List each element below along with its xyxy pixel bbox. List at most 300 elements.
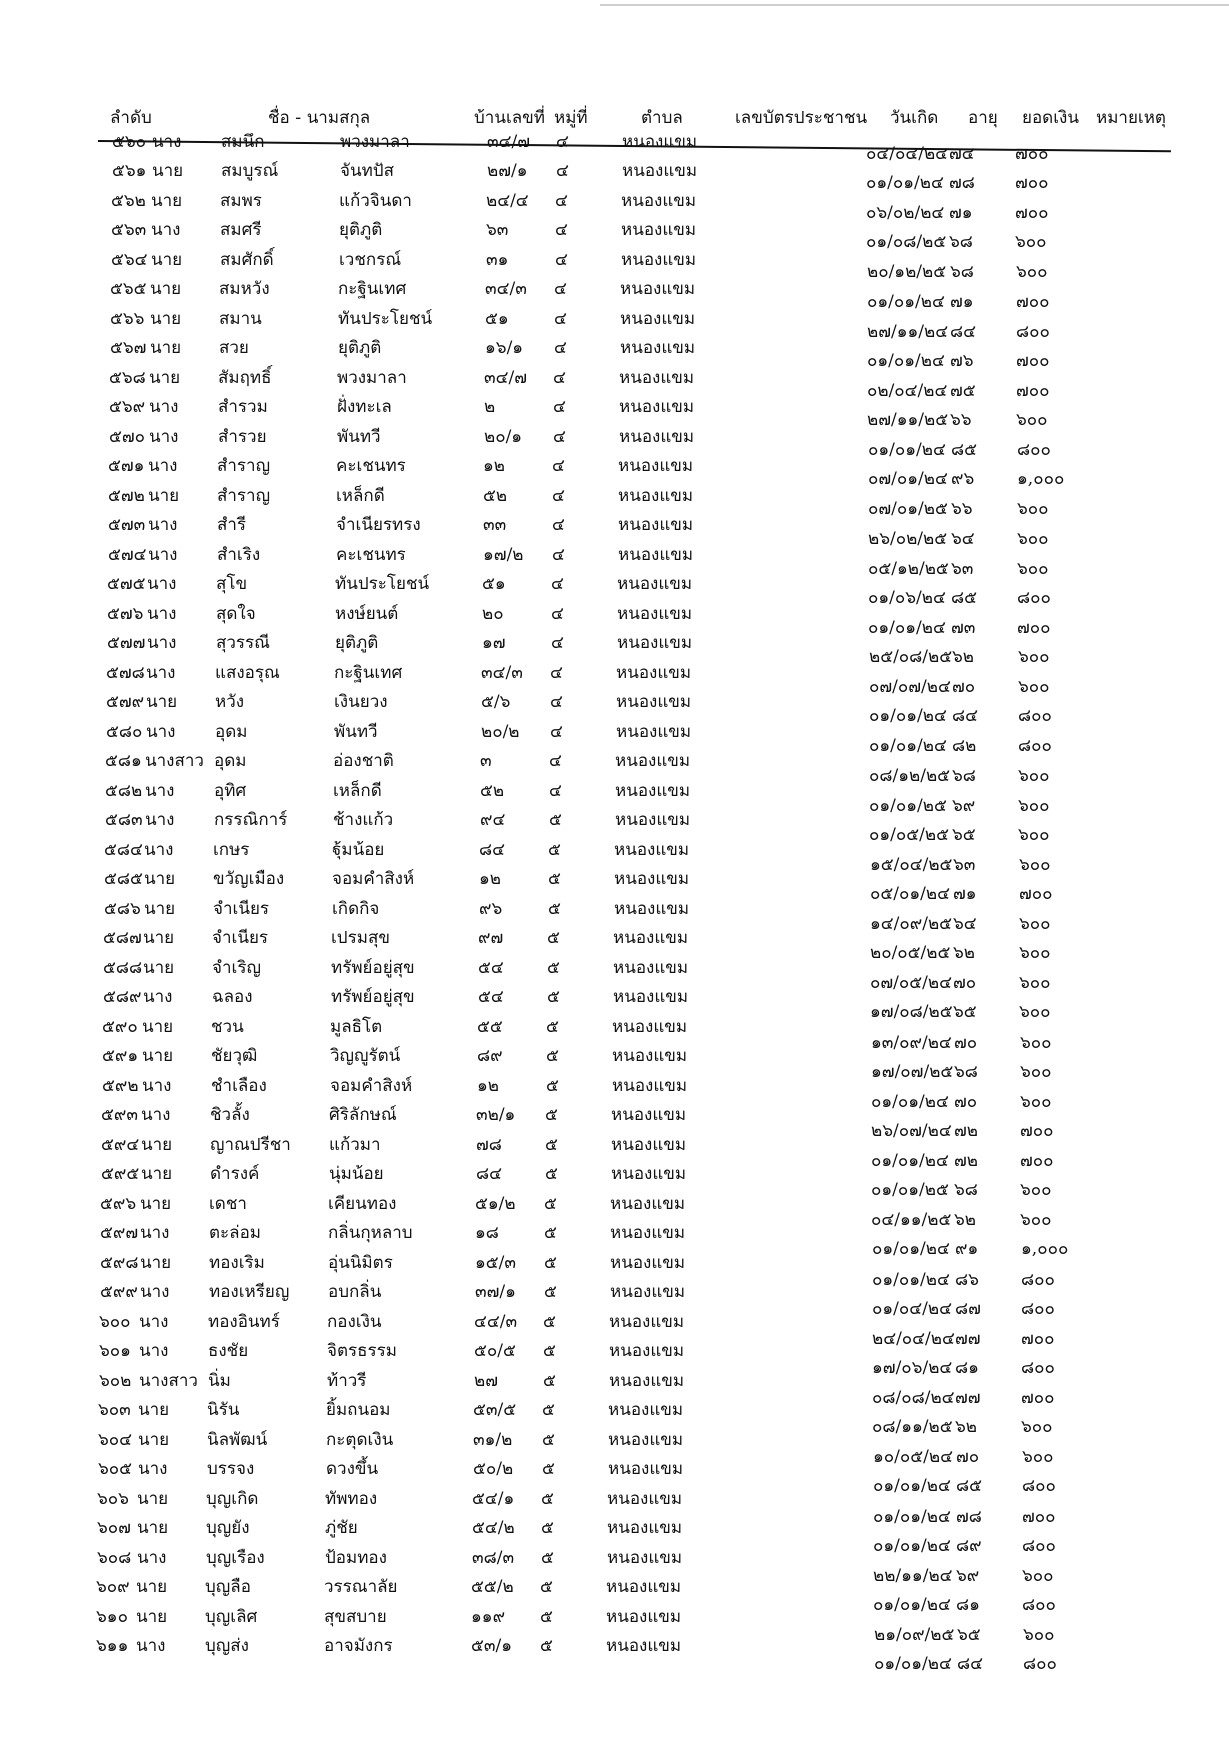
cell-moo: ๕: [547, 928, 560, 949]
table-row: [0, 718, 1229, 756]
cell-house-no: ๙๗: [478, 928, 504, 949]
cell-age: ๘๑: [956, 1595, 980, 1616]
cell-birth-date: ๐๘/๐๘/๒๔: [872, 1387, 955, 1408]
cell-tambon: หนองแขม: [606, 1606, 682, 1627]
cell-birth-date: ๐๒/๐๔/๒๔: [867, 380, 948, 401]
cell-amount: ๘๐๐: [1023, 1654, 1057, 1674]
cell-house-no: ๕๔/๑: [472, 1488, 515, 1509]
cell-first-name: สำรวย: [218, 426, 267, 447]
table-row: [0, 1013, 1229, 1053]
cell-amount: ๖๐๐: [1022, 1565, 1054, 1586]
table-row: [0, 1603, 1229, 1645]
cell-birth-date: ๑๕/๐๔/๒๕: [870, 854, 953, 875]
header-remark: หมายเหตุ: [1096, 108, 1166, 128]
cell-first-name: อุดม: [215, 721, 248, 742]
cell-seq: ๕๙๓: [101, 1105, 138, 1126]
cell-last-name: ดวงขึ้น: [326, 1459, 379, 1480]
cell-moo: ๔: [552, 485, 565, 506]
cell-amount: ๑,๐๐๐: [1017, 469, 1065, 490]
cell-house-no: ๓๑: [486, 249, 509, 270]
cell-house-no: ๑๒: [483, 456, 505, 477]
cell-amount: ๖๐๐: [1019, 972, 1051, 993]
cell-age: ๘๔: [957, 1654, 983, 1674]
header-seq: ลำดับ: [110, 108, 152, 128]
cell-seq: ๕๙๘: [100, 1252, 139, 1273]
cell-house-no: ๑๒: [479, 869, 501, 890]
cell-moo: ๕: [546, 1075, 559, 1096]
table-row: [0, 393, 1229, 431]
cell-birth-date: ๒๗/๑๑/๒๕: [867, 410, 949, 431]
cell-age: ๖๕: [953, 1002, 977, 1023]
cell-age: ๘๗: [955, 1299, 981, 1320]
cell-house-no: ๖๓: [486, 220, 509, 241]
table-row: [0, 1367, 1229, 1408]
cell-tambon: หนองแขม: [608, 1400, 684, 1421]
cell-age: ๗๘: [949, 173, 975, 194]
cell-last-name: เปรมสุข: [331, 928, 390, 949]
cell-amount: ๖๐๐: [1023, 1624, 1055, 1645]
cell-seq: ๕๗๙: [106, 692, 145, 713]
header-id-card: เลขบัตรประชาชน: [735, 108, 868, 128]
cell-seq: ๕๘๒: [105, 780, 143, 801]
cell-amount: ๗๐๐: [1020, 1121, 1054, 1142]
cell-last-name: ยุติภูติ: [339, 220, 383, 241]
cell-age: ๙๑: [955, 1239, 979, 1260]
table-row: [0, 1632, 1229, 1674]
cell-tambon: หนองแขม: [617, 633, 693, 654]
cell-house-no: ๒: [484, 397, 496, 418]
cell-first-name: บุญยัง: [206, 1518, 250, 1539]
header-birth-date: วันเกิด: [890, 108, 939, 128]
cell-first-name: เดชา: [209, 1193, 247, 1214]
cell-amount: ๗๐๐: [1015, 202, 1049, 223]
table-row: [0, 1249, 1229, 1290]
cell-moo: ๔: [555, 190, 568, 211]
cell-tambon: หนองแขม: [613, 928, 689, 949]
cell-house-no: ๓๔/๓: [485, 279, 527, 300]
cell-age: ๘๒: [952, 735, 977, 756]
cell-birth-date: ๐๑/๐๑/๒๕: [869, 795, 947, 816]
cell-house-no: ๓๔/๓: [481, 662, 523, 683]
cell-age: ๘๕: [956, 1476, 982, 1497]
cell-last-name: เหล็กดี: [333, 780, 382, 801]
cell-seq: ๕๙๕: [101, 1164, 140, 1185]
table-row: [0, 541, 1229, 579]
table-row: [0, 688, 1229, 727]
cell-amount: ๘๐๐: [1022, 1595, 1056, 1616]
cell-house-no: ๕๔: [478, 957, 504, 978]
cell-first-name: สำราญ: [217, 456, 271, 477]
cell-age: ๖๙: [956, 1565, 980, 1586]
cell-seq: ๖๐๗: [97, 1518, 131, 1539]
cell-last-name: ทันประโยชน์: [338, 308, 433, 329]
cell-amount: ๖๐๐: [1017, 558, 1049, 579]
cell-birth-date: ๒๐/๑๒/๒๕: [867, 261, 947, 282]
cell-amount: ๖๐๐: [1019, 943, 1051, 964]
cell-first-name: จำเนียร: [212, 928, 269, 949]
cell-house-no: ๘๙: [477, 1046, 503, 1067]
cell-seq: ๕๘๔: [104, 839, 143, 860]
cell-amount: ๗๐๐: [1016, 380, 1050, 401]
cell-last-name: คะเชนทร: [336, 456, 406, 477]
cell-moo: ๔: [553, 426, 566, 447]
cell-moo: ๕: [543, 1370, 556, 1391]
cell-age: ๘๕: [951, 439, 977, 460]
cell-last-name: ทรัพย์อยู่สุข: [331, 987, 415, 1008]
cell-last-name: นุ่มน้อย: [329, 1164, 384, 1185]
cell-seq: ๕๘๑: [105, 751, 142, 772]
cell-tambon: หนองแขม: [617, 603, 693, 624]
cell-tambon: หนองแขม: [618, 544, 694, 565]
cell-age: ๖๔: [953, 913, 977, 934]
cell-house-no: ๕/๖: [481, 692, 511, 713]
cell-moo: ๔: [550, 662, 563, 683]
cell-birth-date: ๐๑/๐๑/๒๔: [871, 1091, 949, 1112]
cell-amount: ๖๐๐: [1015, 232, 1047, 253]
cell-last-name: กะตุดเงิน: [326, 1429, 394, 1450]
cell-last-name: วรรณาลัย: [324, 1577, 398, 1598]
cell-moo: ๕: [549, 810, 562, 831]
cell-house-no: ๓๔/๗: [484, 367, 527, 388]
cell-seq: ๕๘๖: [104, 898, 141, 919]
cell-age: ๘๑: [955, 1358, 979, 1379]
cell-birth-date: ๐๑/๐๑/๒๔: [868, 439, 946, 460]
cell-first-name: ญาณปรีชา: [210, 1134, 291, 1155]
cell-birth-date: ๐๑/๐๑/๒๔: [873, 1506, 951, 1527]
cell-title: นาง: [141, 1105, 171, 1126]
cell-last-name: ช้างแก้ว: [333, 810, 394, 831]
cell-moo: ๔: [550, 692, 563, 713]
cell-tambon: หนองแขม: [614, 869, 690, 890]
cell-tambon: หนองแขม: [618, 485, 694, 506]
cell-first-name: สำราญ: [217, 485, 271, 506]
cell-tambon: หนองแขม: [615, 810, 691, 831]
cell-first-name: สุโข: [216, 574, 248, 595]
cell-age: ๘๙: [956, 1536, 982, 1557]
cell-moo: ๕: [548, 839, 561, 860]
cell-last-name: มูลธิโต: [330, 1016, 383, 1037]
cell-moo: ๔: [554, 338, 567, 359]
cell-tambon: หนองแขม: [607, 1518, 683, 1539]
cell-first-name: นิลพัฒน์: [207, 1429, 268, 1450]
cell-birth-date: ๐๗/๐๑/๒๕: [868, 498, 948, 519]
cell-seq: ๕๙๖: [100, 1193, 137, 1214]
table-row: [0, 865, 1229, 905]
cell-age: ๘๖: [955, 1269, 979, 1290]
cell-age: ๖๘: [949, 232, 973, 253]
cell-tambon: หนองแขม: [621, 190, 697, 211]
cell-tambon: หนองแขม: [610, 1193, 686, 1214]
cell-amount: ๖๐๐: [1018, 766, 1050, 787]
cell-title: นาง: [142, 1075, 172, 1096]
cell-seq: ๕๗๘: [106, 662, 145, 683]
cell-seq: ๖๐๕: [98, 1459, 133, 1480]
cell-moo: ๕: [545, 1105, 558, 1126]
cell-tambon: หนองแขม: [619, 367, 695, 388]
cell-amount: ๘๐๐: [1022, 1476, 1056, 1497]
cell-amount: ๖๐๐: [1017, 529, 1049, 550]
cell-birth-date: ๑๗/๐๗/๒๕: [871, 1062, 954, 1083]
table-row: [0, 983, 1229, 1023]
cell-moo: ๔: [556, 161, 569, 182]
cell-title: นาย: [143, 928, 175, 949]
cell-age: ๗๓: [951, 617, 976, 638]
cell-last-name: แก้วมา: [329, 1134, 381, 1155]
cell-moo: ๕: [544, 1252, 557, 1273]
cell-title: นางสาว: [145, 751, 204, 772]
cell-tambon: หนองแขม: [607, 1547, 683, 1568]
cell-title: นาง: [139, 1311, 169, 1332]
cell-house-no: ๕๐/๕: [474, 1341, 516, 1362]
cell-house-no: ๕๔/๒: [472, 1518, 515, 1539]
cell-last-name: กะฐินเทศ: [334, 662, 403, 683]
cell-seq: ๕๗๒: [108, 485, 145, 506]
cell-last-name: พวงมาลา: [337, 367, 407, 388]
cell-moo: ๕: [547, 957, 560, 978]
cell-birth-date: ๐๘/๑๑/๒๕: [872, 1417, 953, 1438]
cell-birth-date: ๐๑/๐๑/๒๔: [874, 1654, 952, 1674]
cell-house-no: ๕๒: [483, 485, 508, 506]
cell-birth-date: ๐๑/๐๑/๒๔: [872, 1269, 950, 1290]
cell-first-name: สมหวัง: [219, 279, 270, 300]
cell-moo: ๕: [540, 1636, 553, 1656]
table-row: [0, 246, 1229, 282]
table-row: [0, 629, 1229, 668]
cell-last-name: ยุติภูติ: [338, 338, 382, 359]
cell-birth-date: ๐๑/๐๑/๒๕: [871, 1180, 949, 1201]
cell-age: ๖๘: [950, 261, 974, 282]
cell-tambon: หนองแขม: [610, 1223, 686, 1244]
cell-title: นาย: [150, 308, 182, 329]
cell-last-name: จอมคำสิงห์: [332, 869, 415, 890]
cell-amount: ๗๐๐: [1015, 173, 1049, 194]
cell-seq: ๕๖๔: [111, 249, 148, 270]
cell-moo: ๕: [544, 1282, 557, 1303]
cell-title: นาย: [142, 1016, 174, 1037]
cell-birth-date: ๐๑/๐๔/๒๔: [872, 1299, 952, 1320]
table-row: [0, 423, 1229, 460]
cell-house-no: ๕๔: [478, 987, 504, 1008]
cell-tambon: หนองแขม: [620, 308, 696, 329]
cell-amount: ๘๐๐: [1021, 1299, 1055, 1320]
cell-title: นาย: [149, 367, 181, 388]
cell-age: ๗๒: [954, 1150, 978, 1171]
cell-age: ๖๕: [957, 1624, 981, 1645]
cell-title: นาย: [137, 1488, 169, 1509]
cell-last-name: พันทวี: [334, 721, 378, 742]
cell-title: นาย: [150, 338, 182, 359]
cell-title: นาง: [146, 721, 176, 742]
cell-tambon: หนองแขม: [614, 839, 690, 860]
cell-house-no: ๘๔: [476, 1164, 502, 1185]
cell-last-name: ฐุ้มน้อย: [332, 839, 385, 860]
cell-house-no: ๔๔/๓: [474, 1311, 518, 1332]
cell-tambon: หนองแขม: [608, 1459, 684, 1480]
table-row: [0, 1573, 1229, 1616]
cell-amount: ๘๐๐: [1018, 735, 1052, 756]
cell-seq: ๕๘๘: [103, 957, 143, 978]
cell-first-name: กรรณิการ์: [214, 810, 288, 831]
table-row: [0, 334, 1229, 372]
cell-first-name: นิรัน: [207, 1400, 240, 1421]
cell-first-name: ชำเลือง: [211, 1075, 267, 1096]
cell-birth-date: ๐๑/๐๑/๒๔: [867, 292, 945, 313]
cell-amount: ๖๐๐: [1018, 676, 1050, 697]
table-row: [0, 600, 1229, 638]
cell-tambon: หนองแขม: [618, 515, 694, 536]
cell-seq: ๕๙๑: [102, 1046, 139, 1067]
cell-last-name: เงินยวง: [334, 692, 388, 713]
cell-first-name: สำเริง: [217, 544, 261, 565]
cell-title: นาย: [148, 485, 180, 506]
cell-age: ๖๒: [955, 1417, 977, 1438]
cell-first-name: อุดม: [214, 751, 247, 772]
cell-last-name: ศิริลักษณ์: [329, 1105, 397, 1126]
cell-house-no: ๘๔: [479, 839, 505, 860]
cell-title: นาย: [142, 1046, 174, 1067]
cell-moo: ๕: [544, 1223, 557, 1244]
cell-age: ๗๐: [952, 676, 976, 697]
cell-first-name: ธงชัย: [208, 1341, 249, 1362]
cell-age: ๗๑: [949, 202, 973, 223]
cell-tambon: หนองแขม: [613, 987, 689, 1008]
cell-first-name: ขวัญเมือง: [213, 869, 285, 890]
cell-first-name: บุญเรือง: [206, 1547, 265, 1568]
table-row: [0, 924, 1229, 964]
cell-house-no: ๑๕/๓: [475, 1252, 517, 1273]
cell-seq: ๕๖๓: [111, 220, 147, 241]
cell-amount: ๑,๐๐๐: [1021, 1239, 1069, 1260]
table-row: [0, 747, 1229, 787]
cell-first-name: จำเริญ: [212, 957, 261, 978]
cell-first-name: ฉลอง: [212, 987, 253, 1008]
cell-tambon: หนองแขม: [615, 751, 691, 772]
cell-seq: ๕๗๓: [108, 515, 146, 536]
cell-tambon: หนองแขม: [609, 1311, 685, 1332]
cell-birth-date: ๒๐/๐๕/๒๕: [870, 943, 951, 964]
cell-moo: ๔: [553, 367, 566, 388]
cell-tambon: หนองแขม: [621, 220, 697, 241]
table-row: [0, 659, 1229, 697]
cell-amount: ๘๐๐: [1017, 439, 1051, 460]
table-row: [0, 1337, 1229, 1379]
cell-age: ๗๐: [954, 1091, 978, 1112]
cell-title: นาง: [145, 780, 175, 801]
cell-moo: ๔: [554, 308, 567, 329]
cell-title: นาย: [141, 1164, 173, 1185]
cell-moo: ๔: [552, 456, 565, 477]
cell-house-no: ๕๕/๒: [471, 1577, 514, 1598]
cell-tambon: หนองแขม: [616, 721, 692, 742]
cell-age: ๗๕: [950, 380, 976, 401]
cell-title: นาง: [147, 574, 177, 595]
cell-house-no: ๒๐: [482, 603, 504, 624]
cell-age: ๗๐: [953, 972, 977, 993]
cell-birth-date: ๐๑/๐๑/๒๔: [869, 735, 947, 756]
cell-age: ๗๗: [955, 1328, 981, 1349]
cell-moo: ๔: [551, 603, 564, 624]
cell-amount: ๖๐๐: [1021, 1417, 1053, 1438]
cell-first-name: ทองอินทร์: [208, 1311, 280, 1332]
cell-last-name: อาจมังกร: [324, 1636, 393, 1656]
cell-moo: ๔: [552, 544, 565, 565]
cell-moo: ๔: [551, 633, 564, 654]
cell-title: นาง: [143, 987, 173, 1008]
cell-house-no: ๕๒: [480, 780, 505, 801]
cell-birth-date: ๐๑/๐๑/๒๔: [868, 617, 946, 638]
cell-last-name: พันทวี: [337, 426, 381, 447]
cell-birth-date: ๐๔/๑๑/๒๕: [871, 1209, 952, 1230]
cell-birth-date: ๐๗/๐๕/๒๔: [870, 972, 952, 993]
cell-last-name: ยิ้มถนอม: [326, 1400, 391, 1421]
cell-seq: ๕๙๙: [100, 1282, 138, 1303]
cell-title: นาย: [151, 190, 183, 211]
cell-house-no: ๒๔/๔: [486, 190, 529, 211]
cell-amount: ๘๐๐: [1016, 321, 1050, 342]
cell-seq: ๕๙๐: [102, 1016, 138, 1037]
cell-title: นาง: [146, 662, 176, 683]
cell-title: นาง: [145, 810, 175, 831]
cell-amount: ๗๐๐: [1015, 144, 1049, 164]
cell-birth-date: ๑๐/๐๕/๒๔: [873, 1446, 953, 1467]
cell-title: นาง: [147, 633, 177, 654]
cell-age: ๗๒: [954, 1121, 978, 1142]
cell-last-name: กลิ่นกุหลาบ: [328, 1223, 413, 1244]
cell-moo: ๕: [541, 1547, 554, 1568]
cell-first-name: บุญส่ง: [205, 1636, 249, 1656]
cell-first-name: หวัง: [215, 692, 245, 713]
cell-last-name: คะเชนทร: [336, 544, 406, 565]
cell-seq: ๖๐๔: [98, 1429, 133, 1450]
cell-house-no: ๕๑: [485, 308, 509, 329]
cell-seq: ๕๙๒: [102, 1075, 139, 1096]
cell-title: นาย: [150, 279, 182, 300]
cell-age: ๗๑: [950, 292, 974, 313]
cell-house-no: ๕๕: [477, 1016, 503, 1037]
header-amount: ยอดเงิน: [1022, 108, 1079, 128]
cell-tambon: หนองแขม: [620, 279, 696, 300]
cell-age: ๖๒: [954, 1209, 976, 1230]
cell-title: นาย: [144, 869, 176, 890]
cell-moo: ๔: [555, 249, 568, 270]
cell-seq: ๕๘๓: [105, 810, 143, 831]
table-row: [0, 1514, 1229, 1557]
cell-amount: ๖๐๐: [1020, 1032, 1052, 1053]
cell-moo: ๕: [540, 1606, 553, 1627]
cell-tambon: หนองแขม: [606, 1577, 682, 1598]
header-tambon: ตำบล: [641, 108, 683, 128]
cell-seq: ๕๖๗: [110, 338, 147, 359]
cell-first-name: สมศรี: [220, 220, 262, 241]
cell-birth-date: ๑๓/๐๙/๒๔: [871, 1032, 952, 1053]
cell-moo: ๕: [543, 1341, 556, 1362]
cell-last-name: ยุติภูติ: [335, 633, 379, 654]
cell-amount: ๖๐๐: [1016, 410, 1048, 431]
cell-last-name: หงษ์ยนต์: [335, 603, 399, 624]
cell-title: นาง: [148, 544, 178, 565]
cell-birth-date: ๒๔/๐๔/๒๔: [872, 1328, 955, 1349]
table-row: [0, 1219, 1229, 1260]
cell-amount: ๘๐๐: [1021, 1358, 1055, 1379]
cell-first-name: สมพร: [220, 190, 262, 211]
table-row: [0, 305, 1229, 342]
cell-moo: ๕: [545, 1164, 558, 1185]
table-row: [0, 1160, 1229, 1201]
cell-tambon: หนองแขม: [618, 456, 694, 477]
table-row: [0, 1396, 1229, 1438]
cell-age: ๘๕: [951, 588, 977, 609]
cell-birth-date: ๒๖/๐๗/๒๔: [871, 1121, 952, 1142]
